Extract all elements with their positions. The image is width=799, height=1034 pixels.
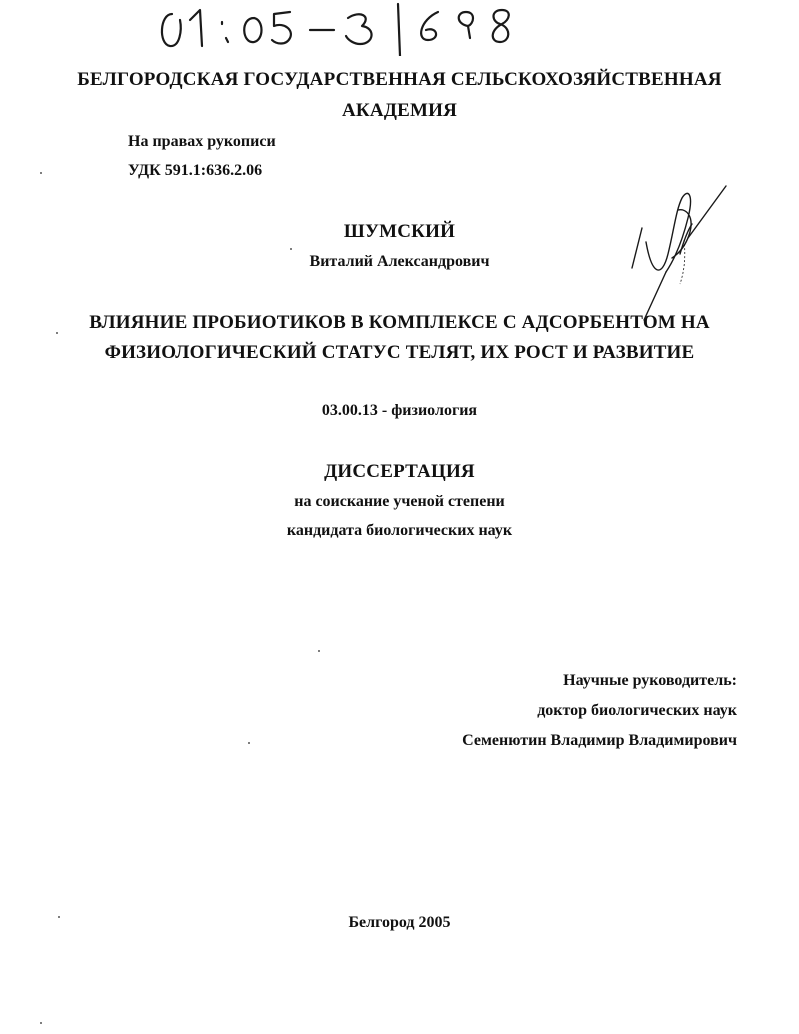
supervisor-name: Семенютин Владимир Владимирович bbox=[462, 732, 737, 749]
handwritten-archive-code bbox=[150, 0, 540, 56]
author-surname: ШУМСКИЙ bbox=[343, 221, 456, 242]
degree-line-2: кандидата биологических наук bbox=[286, 522, 513, 539]
scan-speck bbox=[290, 248, 292, 250]
place-and-year: Белгород 2005 bbox=[348, 914, 451, 931]
scan-speck bbox=[248, 742, 250, 744]
handwritten-signature bbox=[622, 180, 732, 340]
specialty-code: 03.00.13 - физиология bbox=[321, 402, 478, 419]
scan-speck bbox=[318, 650, 320, 652]
scan-speck bbox=[58, 916, 60, 918]
scan-speck bbox=[40, 1022, 42, 1024]
manuscript-rights-note: На правах рукописи bbox=[128, 133, 276, 150]
thesis-title-line-1: ВЛИЯНИЕ ПРОБИОТИКОВ В КОМПЛЕКСЕ С АДСОРБЕНТОМ НА bbox=[89, 312, 710, 333]
scan-speck bbox=[40, 172, 42, 174]
author-given-names: Виталий Александрович bbox=[309, 253, 490, 270]
udc-code: УДК 591.1:636.2.06 bbox=[128, 162, 263, 179]
institution-line-1: БЕЛГОРОДСКАЯ ГОСУДАРСТВЕННАЯ СЕЛЬСКОХОЗЯЙСТВЕННАЯ bbox=[77, 69, 722, 90]
thesis-title-line-2: ФИЗИОЛОГИЧЕСКИЙ СТАТУС ТЕЛЯТ, ИХ РОСТ И РАЗВИТИЕ bbox=[104, 342, 695, 363]
degree-line-1: на соискание ученой степени bbox=[294, 493, 505, 510]
institution-line-2: АКАДЕМИЯ bbox=[342, 100, 457, 121]
scan-speck bbox=[56, 332, 58, 334]
supervisor-title: доктор биологических наук bbox=[537, 702, 737, 719]
document-type: ДИССЕРТАЦИЯ bbox=[324, 461, 475, 482]
supervisor-label: Научные руководитель: bbox=[563, 672, 737, 689]
